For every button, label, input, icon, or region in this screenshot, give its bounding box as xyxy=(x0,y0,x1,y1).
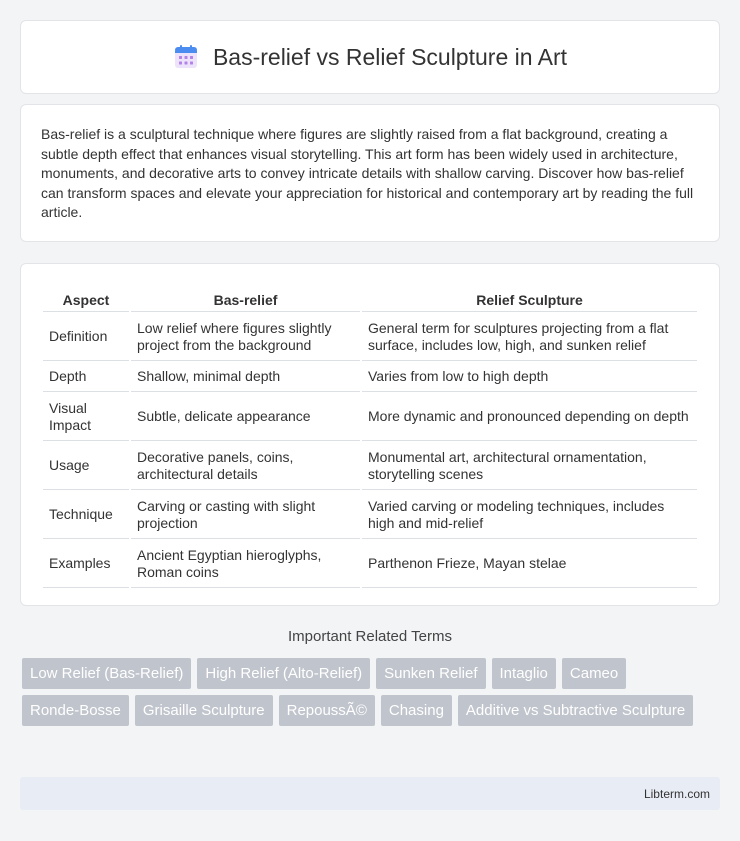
table-cell-aspect: Visual Impact xyxy=(43,394,129,441)
column-header-bas-relief: Bas-relief xyxy=(131,286,360,312)
intro-paragraph: Bas-relief is a sculptural technique where figures are slightly raised from a flat background, creating a subtle depth effect that enhances visual storytelling. This art form has been widely used in architecture, monuments, and decorative arts to convey intricate details with shallow carving. Discover how bas-relief can transform spaces and elevate your appreciation for historical and contemporary art by reading the full article. xyxy=(41,126,694,220)
related-terms-title: Important Related Terms xyxy=(288,628,452,645)
table-cell-aspect: Definition xyxy=(43,314,129,361)
table-row xyxy=(43,541,697,588)
table-cell-bas-relief: Ancient Egyptian hieroglyphs, Roman coins xyxy=(131,541,360,588)
table-cell-bas-relief: Shallow, minimal depth xyxy=(131,363,360,392)
related-term-tag[interactable]: RepoussÃ© xyxy=(279,695,375,726)
footer xyxy=(20,777,720,810)
related-term-tag[interactable]: Additive vs Subtractive Sculpture xyxy=(458,695,693,726)
table-cell-relief-sculpture: General term for sculptures projecting from a flat surface, includes low, high, and sunken relief xyxy=(362,314,697,361)
table-cell-aspect: Technique xyxy=(43,492,129,539)
page-title: Bas-relief vs Relief Sculpture in Art xyxy=(212,43,568,70)
table-row xyxy=(43,363,697,392)
related-term-tag[interactable]: Grisaille Sculpture xyxy=(135,695,273,726)
table-cell-relief-sculpture: Monumental art, architectural ornamentation, storytelling scenes xyxy=(362,443,697,490)
related-terms-list xyxy=(22,658,722,726)
table-cell-aspect: Examples xyxy=(43,541,129,588)
footer-site-link[interactable]: Libterm.com xyxy=(643,786,710,801)
table-cell-relief-sculpture: Varies from low to high depth xyxy=(362,363,697,392)
calendar-icon xyxy=(173,44,199,70)
table-header-row xyxy=(43,286,697,312)
table-row xyxy=(43,394,697,441)
comparison-table-card xyxy=(20,263,720,606)
header-card xyxy=(20,20,720,94)
table-row xyxy=(43,443,697,490)
related-term-tag[interactable]: Ronde-Bosse xyxy=(22,695,129,726)
related-term-tag[interactable]: Cameo xyxy=(562,658,626,689)
table-row xyxy=(43,492,697,539)
related-term-tag[interactable]: High Relief (Alto-Relief) xyxy=(197,658,370,689)
comparison-table xyxy=(41,284,699,590)
table-cell-aspect: Usage xyxy=(43,443,129,490)
table-cell-aspect: Depth xyxy=(43,363,129,392)
table-row xyxy=(43,314,697,361)
related-term-tag[interactable]: Chasing xyxy=(381,695,452,726)
table-cell-bas-relief: Low relief where figures slightly project from the background xyxy=(131,314,360,361)
related-term-tag[interactable]: Low Relief (Bas-Relief) xyxy=(22,658,191,689)
intro-card xyxy=(20,104,720,242)
table-cell-bas-relief: Decorative panels, coins, architectural details xyxy=(131,443,360,490)
table-cell-relief-sculpture: Parthenon Frieze, Mayan stelae xyxy=(362,541,697,588)
related-term-tag[interactable]: Intaglio xyxy=(492,658,556,689)
column-header-relief-sculpture: Relief Sculpture xyxy=(362,286,697,312)
title-wrap xyxy=(173,44,567,71)
table-cell-bas-relief: Subtle, delicate appearance xyxy=(131,394,360,441)
table-cell-bas-relief: Carving or casting with slight projection xyxy=(131,492,360,539)
column-header-aspect: Aspect xyxy=(43,286,129,312)
related-term-tag[interactable]: Sunken Relief xyxy=(376,658,485,689)
table-cell-relief-sculpture: More dynamic and pronounced depending on depth xyxy=(362,394,697,441)
table-cell-relief-sculpture: Varied carving or modeling techniques, includes high and mid-relief xyxy=(362,492,697,539)
